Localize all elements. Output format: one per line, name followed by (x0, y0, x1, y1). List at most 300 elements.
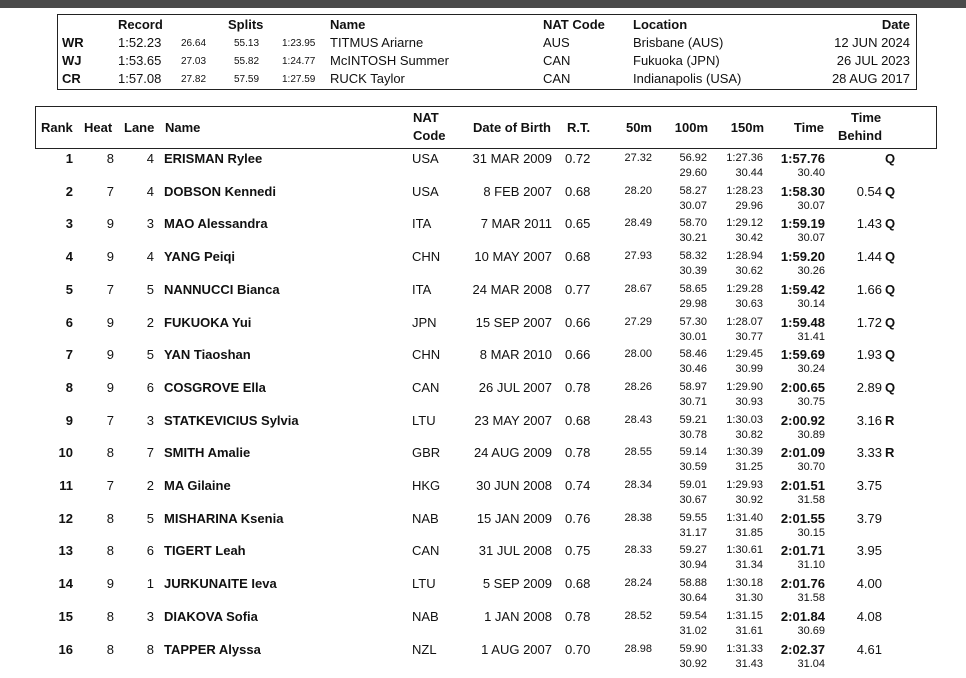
result-lane: 3 (146, 216, 154, 232)
result-dob: 30 JUN 2008 (476, 478, 552, 493)
result-time-behind: 3.95 (856, 543, 882, 559)
result-diff-100: 30.46 (679, 363, 707, 376)
record-split-150: 1:23.95 (282, 38, 316, 49)
result-heat: 9 (106, 249, 114, 265)
result-diff-100: 30.59 (679, 461, 707, 474)
result-split-100: 58.27 (679, 184, 707, 197)
result-lane: 2 (146, 314, 154, 330)
result-rt: 0.68 (565, 412, 591, 428)
result-diff-100: 30.07 (679, 199, 707, 212)
result-nat: LTU (412, 576, 436, 592)
result-split-150: 1:28.23 (726, 184, 763, 197)
result-nat: ITA (412, 216, 432, 232)
result-lane: 8 (146, 641, 154, 657)
result-diff-150: 30.44 (735, 167, 763, 179)
result-split-50: 28.00 (624, 348, 652, 361)
result-time-behind: 4.08 (856, 608, 882, 624)
result-lane: 3 (146, 608, 154, 624)
result-nat: USA (412, 183, 439, 199)
header-rt: R.T. (567, 120, 591, 135)
result-heat: 7 (106, 183, 114, 199)
result-lane: 3 (146, 412, 154, 428)
result-lane: 4 (146, 183, 154, 199)
result-heat: 9 (106, 576, 114, 592)
result-name: YANG Peiqi (164, 249, 236, 265)
record-holder-name: TITMUS Ariarne (330, 35, 424, 50)
record-type: WR (62, 35, 84, 50)
result-rank: 7 (65, 347, 73, 363)
result-row (0, 510, 966, 543)
result-row (0, 150, 966, 183)
result-name: JURKUNAITE Ieva (164, 576, 277, 592)
result-split-50: 28.52 (624, 609, 652, 622)
result-diff-200: 31.04 (797, 657, 825, 670)
result-nat: CHN (412, 249, 441, 265)
result-nat: CAN (412, 379, 440, 395)
result-lane: 6 (146, 379, 154, 395)
top-bar (0, 0, 966, 8)
result-dob: 24 AUG 2009 (473, 445, 552, 461)
result-split-50: 28.43 (624, 413, 652, 426)
result-diff-200: 30.26 (797, 265, 825, 278)
result-diff-200: 30.40 (797, 167, 825, 179)
result-row (0, 183, 966, 216)
record-nat: AUS (543, 35, 570, 50)
result-rt: 0.77 (565, 281, 591, 297)
result-split-100: 59.54 (679, 609, 707, 622)
result-diff-200: 30.07 (797, 199, 825, 212)
result-split-150: 1:29.93 (726, 479, 763, 491)
result-split-50: 28.33 (624, 544, 652, 557)
result-split-150: 1:30.61 (726, 544, 763, 557)
result-nat: CAN (412, 543, 440, 559)
result-split-150: 1:31.15 (726, 609, 763, 622)
result-dob: 15 JAN 2009 (476, 510, 552, 526)
result-row (0, 477, 966, 510)
result-lane: 5 (146, 510, 154, 526)
result-diff-100: 29.60 (679, 167, 707, 179)
result-time: 2:02.37 (780, 641, 825, 657)
result-name: ERISMAN Rylee (164, 151, 263, 166)
result-row (0, 542, 966, 575)
result-rank: 3 (65, 216, 73, 232)
result-diff-200: 31.58 (797, 494, 825, 506)
result-qualifier: Q (885, 249, 896, 265)
result-rt: 0.68 (565, 576, 591, 592)
result-diff-100: 30.39 (679, 265, 707, 278)
result-nat: GBR (412, 445, 441, 461)
result-split-50: 28.24 (624, 577, 652, 590)
result-nat: USA (412, 151, 439, 166)
result-diff-150: 30.77 (735, 330, 763, 343)
result-split-100: 58.88 (679, 577, 707, 590)
result-row (0, 215, 966, 248)
result-time: 2:01.76 (780, 576, 825, 592)
result-diff-150: 29.96 (735, 199, 763, 212)
header-heat: Heat (84, 120, 113, 135)
result-diff-200: 30.70 (797, 461, 825, 474)
result-split-50: 28.49 (624, 217, 652, 230)
result-split-50: 27.29 (624, 315, 652, 328)
result-dob: 31 MAR 2009 (472, 151, 552, 166)
result-diff-100: 30.78 (679, 428, 707, 441)
result-split-50: 28.67 (624, 282, 652, 295)
result-rt: 0.68 (565, 249, 591, 265)
result-diff-100: 31.17 (679, 526, 707, 539)
result-rank: 8 (65, 379, 73, 395)
header-nat: NAT (413, 110, 439, 125)
record-type: WJ (62, 53, 82, 68)
result-split-150: 1:29.28 (726, 282, 763, 295)
result-nat: LTU (412, 412, 436, 428)
result-heat: 9 (106, 347, 114, 363)
header-time: Time (793, 120, 824, 135)
result-qualifier: Q (885, 183, 896, 199)
result-time: 1:58.30 (780, 183, 825, 199)
header-lane: Lane (124, 120, 155, 135)
result-qualifier: Q (885, 314, 896, 330)
result-dob: 31 JUL 2008 (478, 543, 552, 559)
result-time: 2:00.92 (780, 412, 825, 428)
record-date: 12 JUN 2024 (834, 35, 910, 50)
record-split-100: 55.13 (234, 38, 260, 49)
result-nat: ITA (412, 281, 432, 297)
result-time-behind: 3.33 (856, 445, 882, 461)
result-name: FUKUOKA Yui (164, 314, 252, 330)
result-diff-200: 31.58 (797, 592, 825, 605)
records-header-date: Date (881, 17, 910, 32)
result-rank: 12 (58, 510, 73, 526)
result-split-50: 28.38 (624, 511, 652, 524)
result-rank: 10 (58, 445, 73, 461)
result-name: SMITH Amalie (164, 445, 251, 461)
result-split-50: 28.98 (624, 642, 652, 655)
result-qualifier: R (885, 445, 895, 461)
result-time-behind: 2.89 (856, 379, 882, 395)
result-rank: 5 (65, 281, 73, 297)
records-box (57, 14, 917, 90)
result-diff-200: 31.41 (797, 330, 825, 343)
result-heat: 8 (106, 510, 114, 526)
results-header (35, 106, 937, 149)
result-heat: 8 (106, 151, 114, 166)
result-row (0, 248, 966, 281)
result-diff-150: 30.62 (735, 265, 763, 278)
result-rank: 9 (65, 412, 73, 428)
result-diff-100: 30.92 (679, 657, 707, 670)
result-dob: 1 AUG 2007 (481, 641, 552, 657)
record-location: Indianapolis (USA) (633, 71, 742, 86)
result-split-50: 28.55 (624, 446, 652, 459)
result-rt: 0.65 (565, 216, 591, 232)
result-split-150: 1:28.94 (726, 250, 763, 263)
record-holder-name: RUCK Taylor (330, 71, 405, 86)
result-rank: 13 (58, 543, 73, 559)
record-date: 26 JUL 2023 (836, 53, 910, 68)
result-dob: 15 SEP 2007 (475, 314, 552, 330)
record-holder-name: McINTOSH Summer (330, 53, 449, 68)
result-name: NANNUCCI Bianca (164, 281, 280, 297)
result-time: 1:57.76 (780, 151, 825, 166)
result-lane: 7 (146, 445, 154, 461)
result-rank: 4 (65, 249, 73, 265)
result-heat: 9 (106, 216, 114, 232)
result-rt: 0.72 (565, 151, 591, 166)
result-diff-200: 30.15 (797, 526, 825, 539)
result-time: 1:59.20 (780, 249, 825, 265)
result-split-100: 59.14 (679, 446, 707, 459)
result-split-150: 1:28.07 (726, 315, 763, 328)
header-rank: Rank (41, 120, 73, 135)
result-dob: 24 MAR 2008 (472, 281, 552, 297)
result-row (0, 346, 966, 379)
result-diff-150: 30.93 (735, 395, 763, 408)
result-split-150: 1:29.90 (726, 380, 763, 393)
result-diff-200: 30.07 (797, 232, 825, 245)
result-split-100: 58.32 (679, 250, 707, 263)
result-diff-150: 31.61 (735, 624, 763, 637)
result-rt: 0.78 (565, 608, 591, 624)
result-split-150: 1:31.40 (726, 511, 763, 524)
result-name: STATKEVICIUS Sylvia (164, 412, 299, 428)
result-split-100: 59.21 (679, 413, 707, 426)
result-lane: 4 (146, 249, 154, 265)
result-name: TAPPER Alyssa (164, 641, 261, 657)
result-rt: 0.76 (565, 510, 591, 526)
result-lane: 5 (146, 281, 154, 297)
result-dob: 7 MAR 2011 (480, 216, 552, 232)
result-heat: 8 (106, 543, 114, 559)
result-diff-100: 30.21 (679, 232, 707, 245)
result-time-behind: 3.16 (856, 412, 882, 428)
record-date: 28 AUG 2017 (831, 71, 910, 86)
result-time-behind: 3.79 (856, 510, 882, 526)
result-heat: 7 (106, 281, 114, 297)
result-diff-200: 30.75 (797, 395, 825, 408)
result-split-150: 1:31.33 (726, 642, 763, 655)
result-lane: 1 (146, 576, 154, 592)
result-time-behind: 0.54 (856, 183, 882, 199)
result-time-behind: 4.61 (856, 641, 882, 657)
header-time-behind-1: Time (851, 110, 882, 125)
result-qualifier: Q (885, 151, 896, 166)
header-100m: 100m (674, 120, 708, 135)
result-diff-100: 30.67 (679, 494, 707, 506)
result-rt: 0.70 (565, 641, 591, 657)
result-dob: 1 JAN 2008 (484, 608, 552, 624)
record-split-100: 57.59 (234, 74, 260, 85)
result-split-100: 59.01 (679, 479, 707, 491)
result-diff-150: 30.42 (735, 232, 763, 245)
header-dob: Date of Birth (473, 120, 551, 135)
result-rank: 14 (58, 576, 73, 592)
result-time-behind: 1.93 (856, 347, 882, 363)
result-nat: NAB (412, 510, 439, 526)
result-name: COSGROVE Ella (164, 379, 266, 395)
result-name: DOBSON Kennedi (164, 183, 276, 199)
result-split-50: 27.93 (624, 250, 652, 263)
records-header-location: Location (633, 17, 688, 32)
result-rt: 0.78 (565, 379, 591, 395)
result-nat: NAB (412, 608, 439, 624)
result-diff-150: 31.34 (735, 559, 763, 572)
result-row (0, 281, 966, 314)
result-nat: HKG (412, 478, 441, 493)
result-rank: 2 (65, 183, 73, 199)
result-qualifier: Q (885, 281, 896, 297)
result-heat: 8 (106, 445, 114, 461)
record-split-50: 27.03 (181, 56, 207, 67)
record-time: 1:53.65 (118, 53, 162, 68)
header-code: Code (413, 128, 446, 143)
record-nat: CAN (543, 71, 571, 86)
result-diff-100: 30.94 (679, 559, 707, 572)
result-diff-200: 30.24 (797, 363, 825, 376)
record-location: Fukuoka (JPN) (633, 53, 720, 68)
result-row (0, 444, 966, 477)
result-split-100: 59.90 (679, 642, 707, 655)
result-dob: 10 MAY 2007 (474, 249, 552, 265)
result-lane: 5 (146, 347, 154, 363)
result-name: TIGERT Leah (164, 543, 246, 559)
result-row (0, 608, 966, 641)
result-diff-150: 30.63 (735, 297, 763, 310)
result-split-150: 1:30.03 (726, 413, 763, 426)
result-rt: 0.66 (565, 314, 591, 330)
record-split-150: 1:24.77 (282, 56, 316, 67)
result-split-50: 28.34 (624, 479, 652, 491)
result-dob: 8 MAR 2010 (479, 347, 552, 363)
result-split-100: 58.70 (679, 217, 707, 230)
result-split-100: 58.46 (679, 348, 707, 361)
result-time-behind: 1.44 (856, 249, 882, 265)
result-time: 2:01.55 (780, 510, 825, 526)
result-time: 1:59.69 (780, 347, 825, 363)
result-split-150: 1:29.45 (726, 348, 763, 361)
record-split-50: 27.82 (181, 74, 207, 85)
records-header-splits: Splits (228, 17, 264, 32)
result-diff-150: 31.43 (735, 657, 763, 670)
result-diff-150: 30.82 (735, 428, 763, 441)
result-diff-100: 29.98 (679, 297, 707, 310)
result-dob: 26 JUL 2007 (478, 379, 552, 395)
result-diff-200: 31.10 (797, 559, 825, 572)
result-time: 1:59.42 (780, 281, 825, 297)
record-time: 1:57.08 (118, 71, 162, 86)
result-row (0, 641, 966, 674)
records-header-nat: NAT Code (543, 17, 605, 32)
result-time-behind: 1.72 (856, 314, 882, 330)
result-rt: 0.75 (565, 543, 591, 559)
result-time: 2:01.84 (780, 608, 825, 624)
result-diff-100: 30.64 (679, 592, 707, 605)
header-50m: 50m (625, 120, 652, 135)
result-nat: NZL (412, 641, 437, 657)
result-split-150: 1:27.36 (726, 152, 763, 164)
result-time-behind: 1.43 (856, 216, 882, 232)
result-rt: 0.74 (565, 478, 591, 493)
result-time-behind: 1.66 (856, 281, 882, 297)
result-split-150: 1:29.12 (726, 217, 763, 230)
result-heat: 7 (106, 478, 114, 493)
result-qualifier: Q (885, 379, 896, 395)
result-lane: 6 (146, 543, 154, 559)
result-time: 1:59.48 (780, 314, 825, 330)
result-split-50: 27.32 (624, 152, 652, 164)
record-location: Brisbane (AUS) (633, 35, 724, 50)
result-diff-200: 30.69 (797, 624, 825, 637)
result-split-100: 59.27 (679, 544, 707, 557)
result-name: MISHARINA Ksenia (164, 510, 284, 526)
header-150m: 150m (730, 120, 764, 135)
result-heat: 8 (106, 641, 114, 657)
result-time: 1:59.19 (780, 216, 825, 232)
header-name: Name (165, 120, 201, 135)
result-dob: 5 SEP 2009 (482, 576, 552, 592)
result-rank: 6 (65, 314, 73, 330)
result-heat: 8 (106, 608, 114, 624)
result-heat: 7 (106, 412, 114, 428)
result-time: 2:01.71 (780, 543, 825, 559)
result-rank: 1 (65, 151, 73, 166)
result-time-behind: 3.75 (856, 478, 882, 493)
result-nat: CHN (412, 347, 441, 363)
result-name: DIAKOVA Sofia (164, 608, 258, 624)
record-split-50: 26.64 (181, 38, 207, 49)
result-time-behind: 4.00 (856, 576, 882, 592)
result-name: MA Gilaine (164, 478, 231, 493)
result-nat: JPN (412, 314, 437, 330)
result-row (0, 412, 966, 445)
result-time: 2:01.09 (780, 445, 825, 461)
result-diff-100: 31.02 (679, 624, 707, 637)
result-qualifier: R (885, 412, 895, 428)
result-split-100: 59.55 (679, 511, 707, 524)
record-nat: CAN (543, 53, 571, 68)
result-qualifier: Q (885, 216, 896, 232)
result-split-100: 56.92 (679, 152, 707, 164)
record-split-100: 55.82 (234, 56, 260, 67)
header-time-behind-2: Behind (838, 128, 883, 143)
result-rank: 11 (59, 478, 73, 493)
result-time: 2:01.51 (780, 478, 825, 493)
result-heat: 9 (106, 314, 114, 330)
result-diff-100: 30.71 (679, 395, 707, 408)
result-dob: 23 MAY 2007 (474, 412, 552, 428)
result-lane: 2 (146, 478, 154, 493)
result-rt: 0.66 (565, 347, 591, 363)
result-diff-150: 31.30 (735, 592, 763, 605)
result-diff-150: 30.99 (735, 363, 763, 376)
result-diff-150: 30.92 (735, 494, 763, 506)
record-split-150: 1:27.59 (282, 74, 316, 85)
result-rank: 15 (58, 608, 73, 624)
result-diff-200: 30.14 (797, 297, 825, 310)
record-time: 1:52.23 (118, 35, 162, 50)
result-diff-100: 30.01 (679, 330, 707, 343)
result-split-50: 28.26 (624, 380, 652, 393)
result-lane: 4 (146, 151, 154, 166)
result-row (0, 575, 966, 608)
result-dob: 8 FEB 2007 (483, 183, 552, 199)
records-header-record: Record (118, 17, 163, 32)
result-split-100: 58.97 (679, 380, 707, 393)
result-row (0, 314, 966, 347)
result-split-100: 58.65 (679, 282, 707, 295)
result-diff-200: 30.89 (797, 428, 825, 441)
records-header-name: Name (330, 17, 366, 32)
result-rt: 0.68 (565, 183, 591, 199)
